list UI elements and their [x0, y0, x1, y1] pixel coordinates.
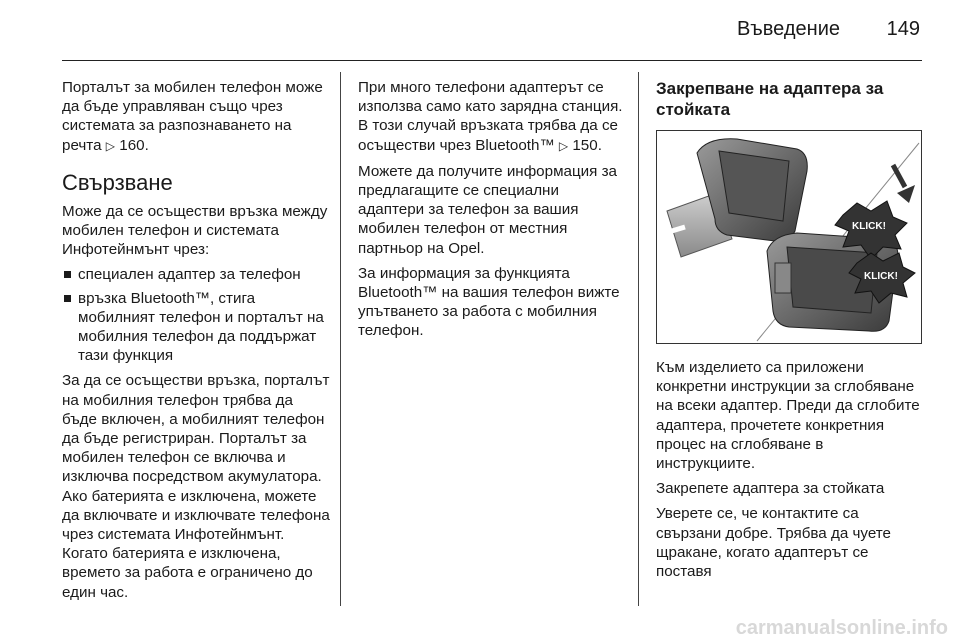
- paragraph: За да се осъществи връзка, порталът на мобилния телефон трябва да бъде включен, а мобилният телефон да бъде регистриран. Порталът за мобилен телефон се включва и изключва посредством акумулатора. Ако батерията е изключена, можете да включвате и изключвате телефона чрез системата Инфотейнмънт. Когато батерията е изключена, времето за работа е ограничено до един час.: [62, 372, 330, 601]
- klick-label-top: KLICK!: [852, 221, 886, 232]
- klick-label-bottom: KLICK!: [864, 271, 898, 282]
- running-header-title: Въведение: [736, 18, 840, 40]
- paragraph: Порталът за мобилен телефон може да бъде управляван също чрез системата за разпознаването на речта ▷ 160.: [62, 79, 323, 154]
- paragraph: При много телефони адаптерът се използва само като зарядна станция. В този случай връзката трябва да се осъществи чрез Bluetooth™ ▷ 150.: [358, 79, 623, 154]
- header-rule: [62, 60, 922, 61]
- column-divider: [638, 72, 639, 606]
- paragraph: Уверете се, че контактите са свързани добре. Трябва да чуете щракане, когато адаптерът се поставя: [656, 505, 891, 581]
- watermark: carmanualsonline.info: [735, 617, 948, 639]
- page-reference[interactable]: 160.: [119, 136, 149, 154]
- paragraph: Закрепете адаптера за стойката: [656, 480, 885, 498]
- column-middle: [358, 78, 626, 347]
- list-item: специален адаптер за телефон: [62, 265, 332, 284]
- section-heading: Закрепване на адаптера за стойката: [656, 79, 884, 119]
- page-number: 149: [886, 18, 920, 40]
- page-reference[interactable]: 150.: [572, 136, 602, 154]
- adapter-illustration: [656, 130, 922, 344]
- column-divider: [340, 72, 341, 606]
- paragraph: Към изделието са приложени конкретни инструкции за сглобяване на всеки адаптер. Преди да сглобите адаптера, прочетете конкретния процес на сглобяване в инструкциите.: [656, 359, 920, 473]
- page-reference-icon: ▷: [105, 138, 116, 153]
- paragraph: Можете да получите информация за предлагащите се специални адаптери за телефон за вашия мобилен телефон от местния партньор на Opel.: [358, 162, 618, 257]
- column-right: [656, 78, 924, 587]
- adapter-drawing: [657, 131, 921, 343]
- page-reference-icon: ▷: [558, 138, 569, 153]
- section-heading: Свързване: [62, 169, 173, 195]
- paragraph: За информация за функцията Bluetooth™ на вашия телефон вижте упътването за работа с мобилния телефон.: [358, 264, 620, 340]
- list-item: връзка Bluetooth™, стига мобилният телефон и порталът на мобилния телефон да поддържат тази функция: [62, 289, 332, 366]
- column-left: [62, 78, 332, 608]
- bullet-list: [62, 265, 332, 365]
- paragraph: Може да се осъществи връзка между мобилен телефон и системата Инфотейнмънт чрез:: [62, 202, 328, 259]
